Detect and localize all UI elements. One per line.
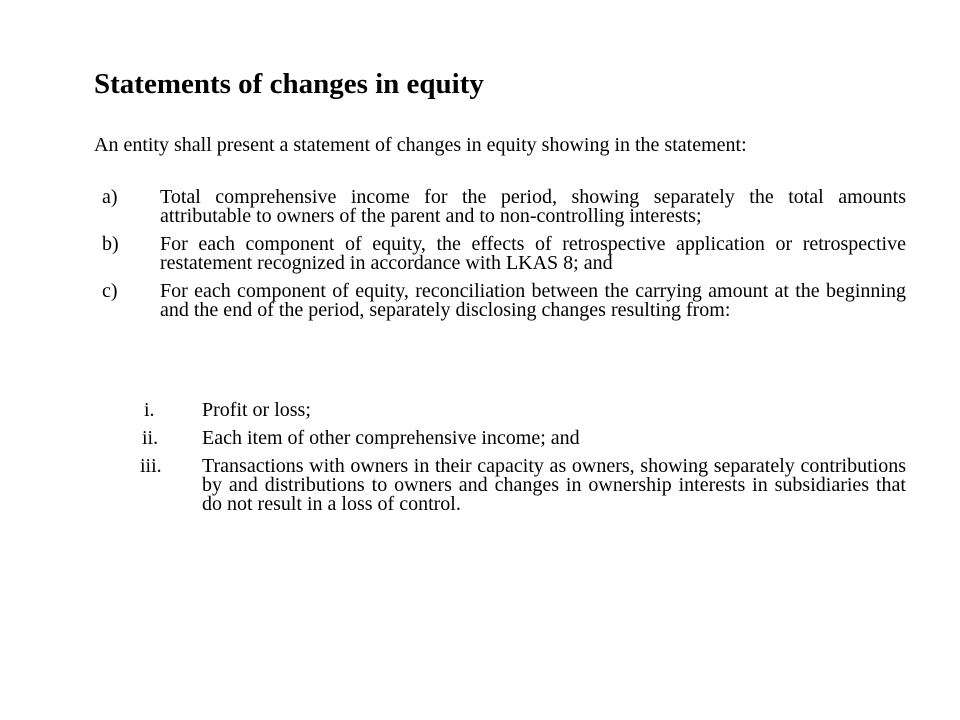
list-item-text: For each component of equity, reconciliation between the carrying amount at the beginning and the end of the period, separately disclosing changes resulting from: xyxy=(160,280,906,321)
requirements-list xyxy=(102,188,906,329)
sublist-item-text: Profit or loss; xyxy=(202,399,311,421)
list-item xyxy=(102,235,906,273)
intro-paragraph: An entity shall present a statement of changes in equity showing in the statement: xyxy=(94,134,747,156)
list-item xyxy=(102,188,906,226)
sublist-item-text: Transactions with owners in their capacity as owners, showing separately contributions by and distributions to owners and changes in ownership interests in subsidiaries that do not result in a loss of control. xyxy=(202,455,906,515)
sublist-item-marker: iii. xyxy=(140,455,162,477)
slide-title: Statements of changes in equity xyxy=(94,68,484,100)
sublist-item-text: Each item of other comprehensive income; and xyxy=(202,427,580,449)
sublist-item xyxy=(144,401,906,420)
list-item-marker: a) xyxy=(102,186,118,208)
sublist-item xyxy=(144,429,906,448)
list-item xyxy=(102,282,906,320)
sublist-item-marker: i. xyxy=(144,399,155,421)
changes-sublist xyxy=(140,399,906,523)
sublist-item-marker: ii. xyxy=(142,427,159,449)
sublist-item xyxy=(140,455,906,515)
list-item-text: For each component of equity, the effects of retrospective application or retrospective restatement recognized in accordance with LKAS 8; and xyxy=(160,233,906,274)
list-item-marker: b) xyxy=(102,233,119,255)
list-item-marker: c) xyxy=(102,280,118,302)
list-item-text: Total comprehensive income for the period, showing separately the total amounts attributable to owners of the parent and to non-controlling interests; xyxy=(160,186,906,227)
